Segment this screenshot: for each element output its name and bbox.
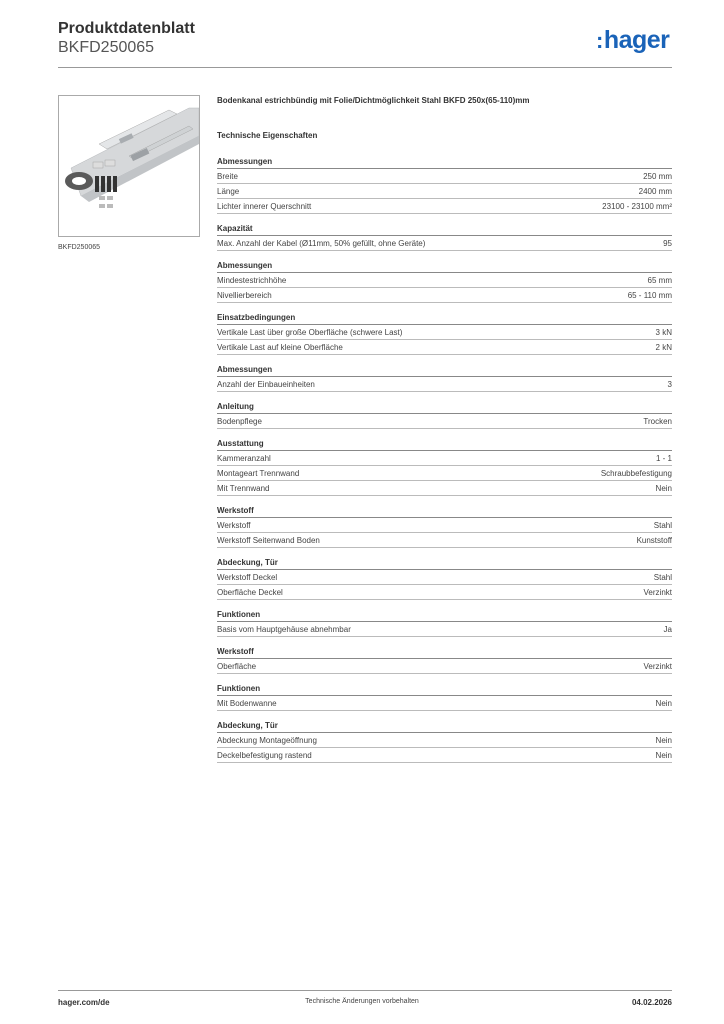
property-label: Werkstoff Deckel <box>217 573 278 582</box>
property-value: Nein <box>655 751 672 760</box>
property-value: Ja <box>663 625 672 634</box>
section-title: Werkstoff <box>217 506 672 518</box>
section-title: Abdeckung, Tür <box>217 721 672 733</box>
property-row <box>217 325 672 340</box>
property-row <box>217 377 672 392</box>
property-label: Vertikale Last über große Oberfläche (schwere Last) <box>217 328 403 337</box>
property-row <box>217 518 672 533</box>
section-title: Abmessungen <box>217 261 672 273</box>
property-section <box>217 647 672 674</box>
property-value: Trocken <box>643 417 672 426</box>
property-label: Mindestestrichhöhe <box>217 276 287 285</box>
product-image <box>58 95 200 237</box>
property-value: 65 - 110 mm <box>627 291 672 300</box>
property-row <box>217 533 672 548</box>
footer-divider <box>58 990 672 991</box>
property-label: Abdeckung Montageöffnung <box>217 736 317 745</box>
property-label: Mit Bodenwanne <box>217 699 277 708</box>
property-value: Stahl <box>653 521 672 530</box>
property-label: Werkstoff <box>217 521 251 530</box>
product-code: BKFD250065 <box>58 39 155 56</box>
property-row <box>217 273 672 288</box>
property-value: Nein <box>655 699 672 708</box>
properties-sections <box>217 157 672 773</box>
section-title: Werkstoff <box>217 647 672 659</box>
header-divider <box>58 67 672 68</box>
tech-properties-title: Technische Eigenschaften <box>217 131 318 140</box>
property-row <box>217 288 672 303</box>
property-value: 65 mm <box>647 276 672 285</box>
property-value: 23100 - 23100 mm² <box>602 202 672 211</box>
section-title: Funktionen <box>217 610 672 622</box>
page-title: Produktdatenblatt <box>58 20 195 37</box>
property-row <box>217 622 672 637</box>
property-section <box>217 365 672 392</box>
property-row <box>217 466 672 481</box>
property-row <box>217 451 672 466</box>
property-row <box>217 733 672 748</box>
property-row <box>217 585 672 600</box>
section-title: Einsatzbedingungen <box>217 313 672 325</box>
property-row <box>217 184 672 199</box>
property-value: Nein <box>655 484 672 493</box>
property-row <box>217 659 672 674</box>
logo-dots: : <box>596 28 603 53</box>
property-value: Stahl <box>653 573 672 582</box>
property-section <box>217 261 672 303</box>
property-section <box>217 684 672 711</box>
property-row <box>217 340 672 355</box>
footer-note: Technische Änderungen vorbehalten <box>305 998 419 1005</box>
section-title: Abdeckung, Tür <box>217 558 672 570</box>
property-label: Länge <box>217 187 240 196</box>
section-title: Funktionen <box>217 684 672 696</box>
property-section <box>217 721 672 763</box>
section-title: Anleitung <box>217 402 672 414</box>
product-description: Bodenkanal estrichbündig mit Folie/Dichtmöglichkeit Stahl BKFD 250x(65-110)mm <box>217 96 530 105</box>
property-value: Verzinkt <box>643 662 672 671</box>
property-value: Schraubbefestigung <box>600 469 672 478</box>
property-label: Vertikale Last auf kleine Oberfläche <box>217 343 343 352</box>
property-row <box>217 169 672 184</box>
property-value: 95 <box>663 239 672 248</box>
property-row <box>217 199 672 214</box>
property-section <box>217 402 672 429</box>
section-title: Ausstattung <box>217 439 672 451</box>
image-caption: BKFD250065 <box>58 244 101 251</box>
property-label: Basis vom Hauptgehäuse abnehmbar <box>217 625 351 634</box>
property-section <box>217 506 672 548</box>
section-title: Abmessungen <box>217 157 672 169</box>
bodenkanal-image-icon <box>59 96 200 237</box>
property-row <box>217 570 672 585</box>
property-section <box>217 558 672 600</box>
property-row <box>217 236 672 251</box>
property-label: Montageart Trennwand <box>217 469 300 478</box>
section-title: Abmessungen <box>217 365 672 377</box>
property-value: Nein <box>655 736 672 745</box>
property-value: 3 <box>667 380 672 389</box>
footer-date: 04.02.2026 <box>631 998 672 1007</box>
property-label: Werkstoff Seitenwand Boden <box>217 536 320 545</box>
hager-logo <box>596 26 669 55</box>
property-label: Breite <box>217 172 238 181</box>
property-section <box>217 224 672 251</box>
property-label: Mit Trennwand <box>217 484 270 493</box>
property-section <box>217 439 672 496</box>
property-section <box>217 313 672 355</box>
logo-text: hager <box>603 26 670 54</box>
property-section <box>217 610 672 637</box>
property-label: Anzahl der Einbaueinheiten <box>217 380 315 389</box>
property-value: 1 - 1 <box>655 454 672 463</box>
property-row <box>217 414 672 429</box>
footer-website: hager.com/de <box>58 998 110 1007</box>
property-label: Lichter innerer Querschnitt <box>217 202 312 211</box>
section-title: Kapazität <box>217 224 672 236</box>
property-section <box>217 157 672 214</box>
property-value: Verzinkt <box>643 588 672 597</box>
property-value: 3 kN <box>655 328 672 337</box>
property-row <box>217 696 672 711</box>
property-label: Oberfläche <box>217 662 257 671</box>
property-label: Oberfläche Deckel <box>217 588 283 597</box>
property-value: 2400 mm <box>638 187 672 196</box>
property-label: Kammeranzahl <box>217 454 271 463</box>
property-value: 250 mm <box>643 172 672 181</box>
property-row <box>217 481 672 496</box>
property-label: Max. Anzahl der Kabel (Ø11mm, 50% gefüllt, ohne Geräte) <box>217 239 426 248</box>
property-label: Deckelbefestigung rastend <box>217 751 312 760</box>
property-row <box>217 748 672 763</box>
property-value: 2 kN <box>655 343 672 352</box>
property-label: Bodenpflege <box>217 417 262 426</box>
property-value: Kunststoff <box>636 536 672 545</box>
property-label: Nivellierbereich <box>217 291 272 300</box>
